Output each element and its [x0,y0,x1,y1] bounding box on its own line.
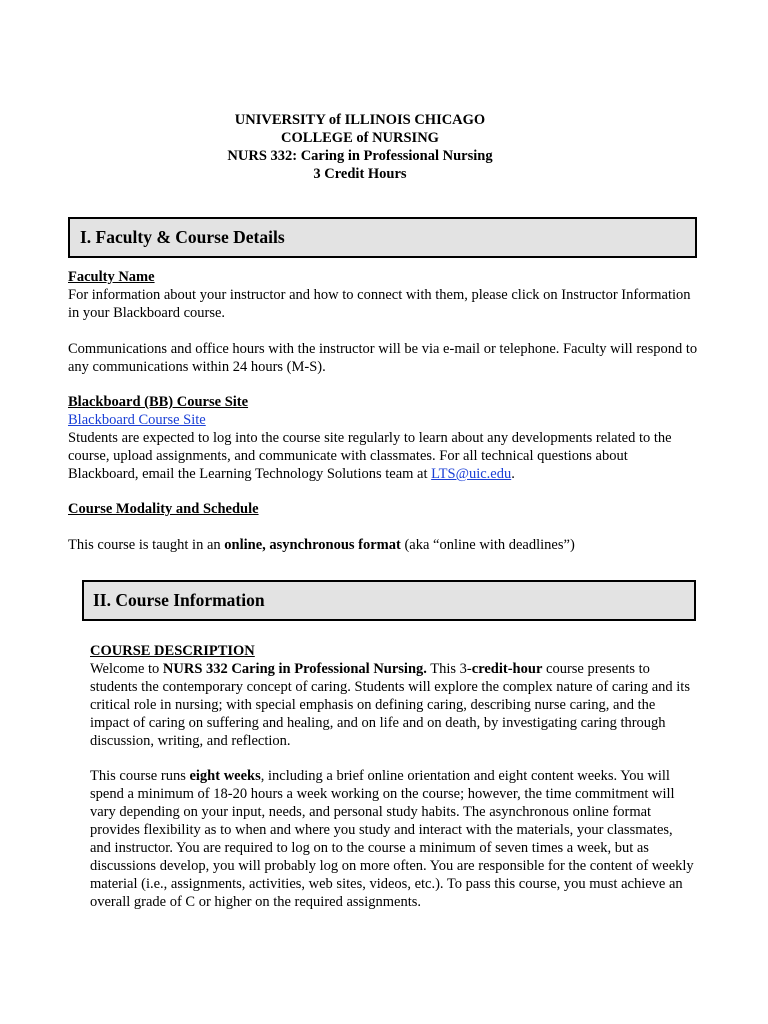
desc-p2-c: , including a brief online orientation and eight content weeks. You will spend a minimum of 18-20 hours a week working on the course; however, the time commitment will vary depending on your input, needs, and personal study habits. The asynchronous online format provides flexibility as to when and where you study and interact with the materials, your classmates, and instructor. You are required to log on to the course a minimum of seven times a week, but as discussions develop, you will probably log on more often. You are responsible for the content of weekly material (i.e., assignments, activities, web sites, videos, etc.). To pass this course, you must achieve an overall grade of C or higher on the required assignments. [90,768,694,910]
modality-heading: Course Modality and Schedule [68,501,259,517]
course-description-block [90,642,696,750]
course-description-paragraph [90,660,696,750]
modality-format: online, asynchronous format [224,537,401,553]
blackboard-end: . [511,466,515,482]
lts-email-link[interactable]: LTS@uic.edu [431,466,512,482]
credit-hours: 3 Credit Hours [313,166,407,182]
section-title: II. Course Information [93,590,265,610]
modality-heading-block [68,500,698,518]
desc-p1-e: course presents to students the contemporary concept of caring. Students will explore the complex nature of caring and its critical role in nursing; with special emphasis on defining caring, describing nurse caring, and the impact of caring on suffering and healing, and on life and on death, by investigating caring through discussion, writing, and reflection. [90,661,690,749]
document-header [200,111,520,183]
desc-p1-d: credit-hour [471,661,543,677]
desc-p2-a: This course runs [90,768,190,784]
desc-p2-b: eight weeks [189,768,261,784]
blackboard-heading: Blackboard (BB) Course Site [68,394,249,410]
modality-paragraph [68,536,698,554]
desc-p1-b: NURS 332 Caring in Professional Nursing. [162,661,427,677]
faculty-name-block [68,268,698,322]
course-description-heading: COURSE DESCRIPTION [90,643,255,659]
communications-paragraph: Communications and office hours with the instructor will be via e-mail or telephone. Faculty will respond to any communications within 24 hours (M-S). [68,341,698,375]
desc-p1-a: Welcome to [90,661,163,677]
section-course-information [82,580,696,621]
course-duration-block [90,767,696,911]
modality-block [68,536,698,554]
blackboard-course-site-link[interactable]: Blackboard Course Site [68,412,206,428]
modality-post: (aka “online with deadlines”) [400,537,575,553]
blackboard-paragraph [68,429,698,483]
course-duration-paragraph [90,767,696,911]
blackboard-block [68,393,698,483]
course-title: NURS 332: Caring in Professional Nursing [227,148,493,164]
desc-p1-c: This 3- [426,661,472,677]
section-faculty-course-details [68,217,697,258]
college-name: COLLEGE of NURSING [281,130,439,146]
blackboard-text: Students are expected to log into the course site regularly to learn about any developments related to the course, upload assignments, and communicate with classmates. For all technical questions about Blackboard, email the Learning Technology Solutions team at [68,430,672,482]
communications-block [68,340,698,376]
faculty-info-paragraph: For information about your instructor and how to connect with them, please click on Instructor Information in your Blackboard course. [68,287,691,321]
section-title: I. Faculty & Course Details [80,227,285,247]
modality-pre: This course is taught in an [68,537,225,553]
faculty-name-heading: Faculty Name [68,269,155,285]
university-name: UNIVERSITY of ILLINOIS CHICAGO [234,112,486,128]
